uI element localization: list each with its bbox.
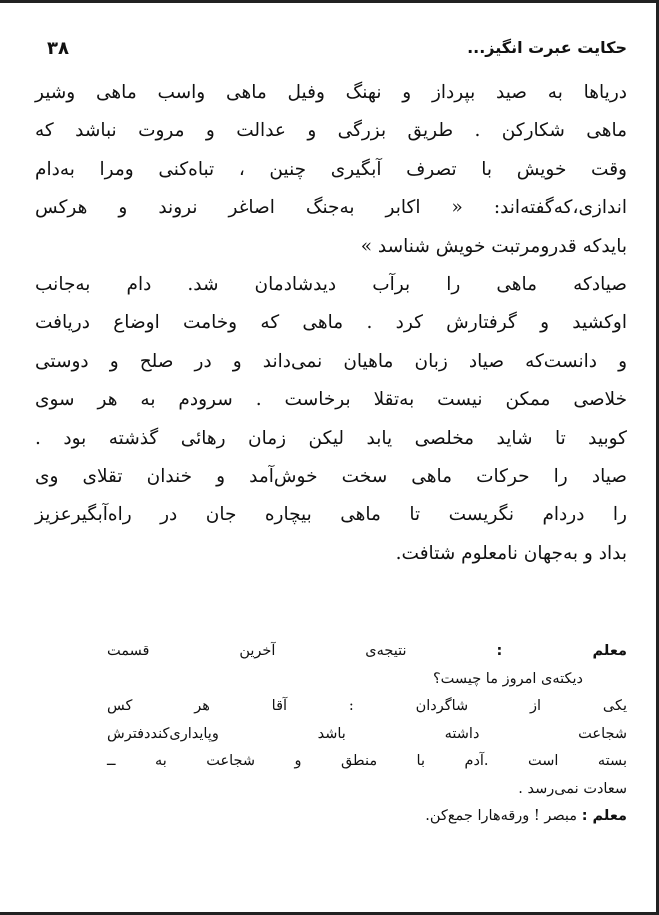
student-answer-line: بسته است .آدم با منطق و شجاعت به ــ: [107, 753, 627, 769]
text-line: را دردام نگریست تا ماهی بیچاره جان در راه‌آبگیرعزیز: [35, 504, 627, 526]
text-line: و دانست‌که صیاد زبان ماهیان نمی‌داند و در صلح و دوستی: [35, 350, 627, 372]
book-page: [35, 0, 627, 915]
running-title: حکایت عبرت انگیز...: [467, 38, 627, 57]
page-header: [35, 38, 627, 64]
teacher-answer-text: مبصر ! ورقه‌هارا جمع‌کن.: [425, 808, 578, 824]
speaker-label: معلم :: [496, 643, 627, 659]
text-line: صیادکه ماهی را برآب دیدشادمان شد. دام به‌جانب: [35, 273, 627, 295]
teacher-answer-line: [107, 803, 627, 831]
student-answer-line: سعادت نمی‌رسد .: [518, 780, 627, 797]
text-line: کوبید تا شاید مخلصی یابد لیکن زمان رهائی گذشته بود .: [35, 427, 627, 449]
text-line: بداد و به‌جهان نامعلوم شتافت.: [395, 542, 627, 564]
text-line: اوکشید و گرفتارش کرد . ماهی که وخامت اوضاع دریافت: [35, 312, 627, 334]
teacher-question-line: [107, 638, 627, 666]
dialogue-block: [107, 638, 627, 831]
page-number: ۳۸: [47, 38, 69, 59]
text-line: ماهی شکارکن . طریق بزرگی و عدالت و مروت نباشد که: [35, 120, 627, 142]
paragraph-2: [35, 266, 627, 573]
student-answer-line: یکی از شاگردان : آقا هر کس: [107, 698, 627, 714]
text-line: وقت خویش با تصرف آبگیری چنین ، تباه‌کنی ومرا به‌دام: [35, 158, 627, 180]
teacher-question-text: نتیجه‌ی آخرین قسمت: [107, 643, 407, 659]
student-answer-line: شجاعت داشته باشد وپایداری‌کند‌دفترش: [107, 725, 627, 742]
story-text: [35, 74, 627, 573]
text-line: خلاصی ممکن نیست به‌تقلا برخاست . سرودم به هر سوی: [35, 389, 627, 411]
speaker-label: معلم :: [581, 808, 627, 824]
text-line: صیاد را حرکات ماهی سخت خوش‌آمد و خندان تقلای وی: [35, 465, 627, 487]
paragraph-1: [35, 74, 627, 266]
text-line: بایدکه قدرومرتبت خویش شناسد »: [360, 235, 627, 257]
teacher-question-continuation: دیکته‌ی امروز ما چیست؟: [432, 670, 583, 687]
text-line: اندازی،که‌گفته‌اند: « اکابر به‌جنگ اصاغر نروند و هرکس: [35, 197, 627, 219]
text-line: دریاها به صید بپرداز و نهنگ وفیل ماهی واسب ماهی وشیر: [35, 82, 627, 103]
